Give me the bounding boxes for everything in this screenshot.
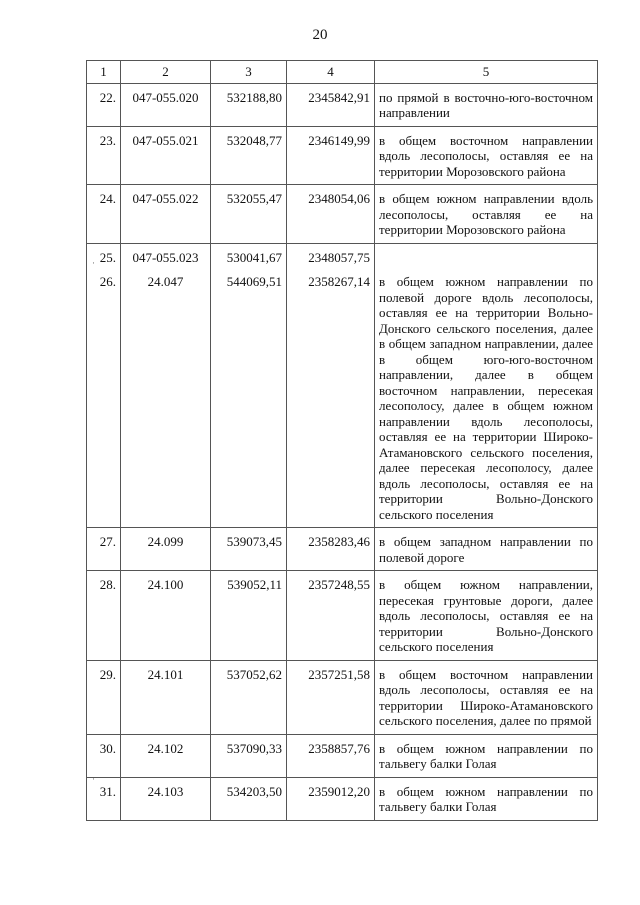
table-row: [87, 268, 598, 528]
column-header-4: 4: [287, 61, 375, 84]
margin-mark: ·: [92, 774, 95, 784]
table-row: [87, 243, 598, 268]
coordinate-x: 532188,80: [211, 83, 287, 126]
row-number: 30.: [87, 734, 121, 777]
point-id: 047-055.022: [121, 185, 211, 244]
coordinate-x: 532055,47: [211, 185, 287, 244]
boundary-description: в общем западном направлении по полевой дороге: [375, 528, 598, 571]
coordinate-y: 2345842,91: [287, 83, 375, 126]
point-id: 047-055.023: [121, 243, 211, 268]
point-id: 047-055.020: [121, 83, 211, 126]
boundary-description: в общем южном направлении, пересекая грунтовые дороги, далее вдоль лесополосы, оставляя ее на территории Вольно-Донского сельского поселения: [375, 571, 598, 661]
table-row: [87, 734, 598, 777]
coordinate-x: 534203,50: [211, 777, 287, 820]
point-id: 24.102: [121, 734, 211, 777]
table-row: [87, 185, 598, 244]
point-id: 047-055.021: [121, 126, 211, 185]
coordinate-y: 2358283,46: [287, 528, 375, 571]
boundary-description: в общем южном направлении по тальвегу балки Голая: [375, 777, 598, 820]
boundary-description: в общем южном направлении вдоль лесополосы, оставляя ее на территории Морозовского района: [375, 185, 598, 244]
row-number: 29.: [87, 660, 121, 734]
margin-mark: ·: [92, 258, 95, 268]
coordinate-y: 2358267,14: [287, 268, 375, 528]
coordinate-y: 2357251,58: [287, 660, 375, 734]
boundary-description: в общем восточном направлении вдоль лесополосы, оставляя ее на территории Морозовского района: [375, 126, 598, 185]
coordinate-x: 532048,77: [211, 126, 287, 185]
boundary-description: в общем южном направлении по тальвегу балки Голая: [375, 734, 598, 777]
coordinate-y: 2358857,76: [287, 734, 375, 777]
column-header-1: 1: [87, 61, 121, 84]
table-row: [87, 528, 598, 571]
point-id: 24.103: [121, 777, 211, 820]
table-row: [87, 83, 598, 126]
row-number: 28.: [87, 571, 121, 661]
coordinate-x: 539073,45: [211, 528, 287, 571]
column-header-3: 3: [211, 61, 287, 84]
column-header-5: 5: [375, 61, 598, 84]
coordinate-x: 544069,51: [211, 268, 287, 528]
boundary-description: в общем восточном направлении вдоль лесополосы, оставляя ее на территории Широко-Атамановского сельского поселения, далее по прямой: [375, 660, 598, 734]
coordinate-y: 2359012,20: [287, 777, 375, 820]
page-number: 20: [312, 27, 328, 43]
coordinate-y: 2346149,99: [287, 126, 375, 185]
table-row: [87, 126, 598, 185]
table-row: [87, 777, 598, 820]
boundary-description: в общем южном направлении по полевой дороге вдоль лесополосы, оставляя ее на территории Вольно-Донского сельского поселения, далее в общем западном направлении, далее в общем юго-юго-восточном направлении, далее в общем восточном направлении, пересекая лесополосу, далее в общем южном направлении вдоль лесополосы, оставляя ее на территории Широко-Атамановского сельского поселения, далее пересекая лесополосу, далее вдоль лесополосы, оставляя ее на территории Вольно-Донского сельского поселения: [375, 268, 598, 528]
row-number: 26.: [87, 268, 121, 528]
coordinate-y: 2348057,75: [287, 243, 375, 268]
table-row: [87, 660, 598, 734]
point-id: 24.099: [121, 528, 211, 571]
coordinates-table: [86, 60, 598, 821]
coordinate-x: 537090,33: [211, 734, 287, 777]
column-header-2: 2: [121, 61, 211, 84]
coordinate-x: 539052,11: [211, 571, 287, 661]
boundary-description: [375, 243, 598, 268]
coordinate-y: 2348054,06: [287, 185, 375, 244]
point-id: 24.101: [121, 660, 211, 734]
table-header-row: [87, 61, 598, 84]
row-number: 27.: [87, 528, 121, 571]
row-number: 23.: [87, 126, 121, 185]
row-number: 22.: [87, 83, 121, 126]
row-number: 25.: [87, 243, 121, 268]
row-number: 31.: [87, 777, 121, 820]
coordinate-x: 537052,62: [211, 660, 287, 734]
row-number: 24.: [87, 185, 121, 244]
point-id: 24.047: [121, 268, 211, 528]
coordinate-x: 530041,67: [211, 243, 287, 268]
boundary-description: по прямой в восточно-юго-восточном направлении: [375, 83, 598, 126]
point-id: 24.100: [121, 571, 211, 661]
table-row: [87, 571, 598, 661]
coordinate-y: 2357248,55: [287, 571, 375, 661]
